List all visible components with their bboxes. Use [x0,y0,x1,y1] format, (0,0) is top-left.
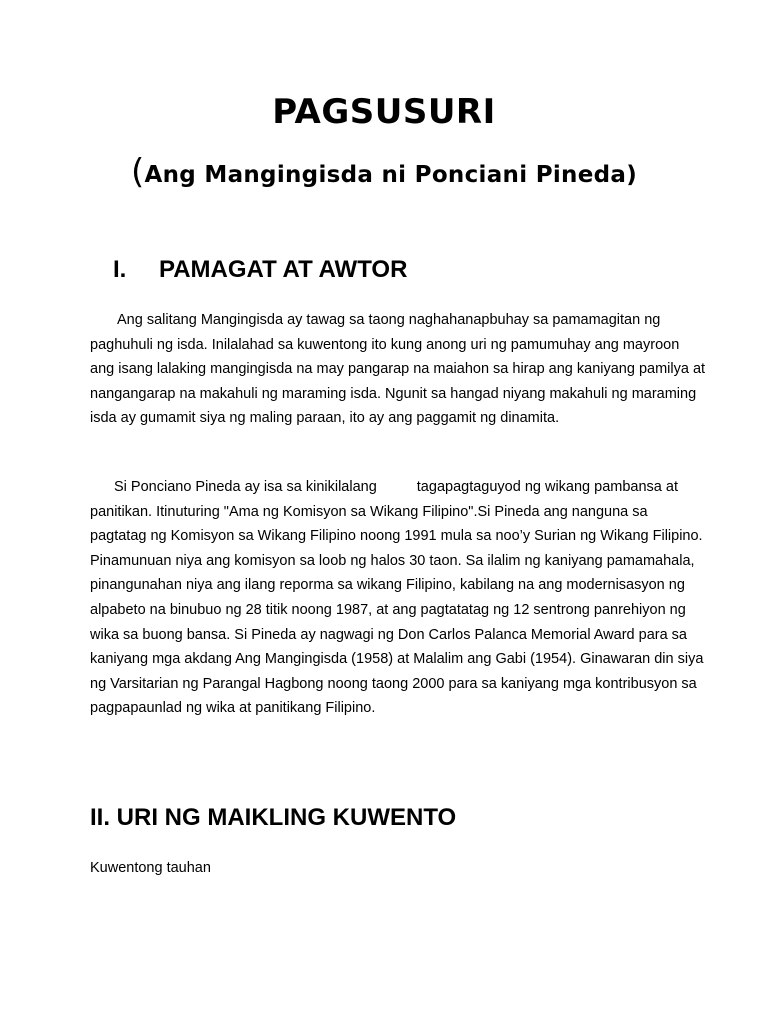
paragraph-2-line: panitikan. Itinuturing "Ama ng Komisyon sa Wikang Filipino".Si Pineda ang nanguna sa [90,503,648,520]
paragraph-1-line: nangangarap na makahuli ng maraming isda. Ngunit sa hangad niyang makahuli ng maraming [90,385,697,402]
paragraph-1-line: Ang salitang Mangingisda ay tawag sa taong naghahanapbuhay sa pamamagitan ng [117,312,661,328]
document-title: PAGSUSURI [272,92,496,132]
paragraph-2-line: pagpapaunlad ng wika at panitikang Filipino. [90,700,376,717]
paragraph-1-line: ang isang lalaking mangingisda na may pangarap na maiahon sa hirap ang kaniyang pamilya at [90,361,706,378]
section-1-title: PAMAGAT AT AWTOR [159,256,408,283]
paragraph-2-first-line [90,475,690,500]
paragraph-2-line: pagtatag ng Komisyon sa Wikang Filipino noong 1991 mula sa noo’y Surian ng Wikang Filipino. [90,528,703,545]
paragraph-2 [90,475,704,721]
document-subtitle [0,152,768,192]
paragraph-2-line: alpabeto na binubuo ng 28 titik noong 1987, at ang pagtatatag ng 12 sentrong panrehiyon ng [90,601,686,618]
paragraph-1-line: paghuhuli ng isda. Inilalahad sa kuwentong ito kung anong uri ng pamumuhay ang mayroon [90,336,680,353]
paragraph-2-line: pinangunahan niya ang ilang reporma sa wikang Filipino, kabilang na ang modernisasyon ng [90,577,685,594]
section-2-heading: II. URI NG MAIKLING KUWENTO [90,804,457,831]
paragraph-1-line: isda ay gumamit siya ng maling paraan, ito ay ang paggamit ng dinamita. [90,410,560,427]
section-1-number: I. [113,256,127,283]
paragraph-2-line: ng Varsitarian ng Parangal Hagbong noong taong 2000 para sa kaniyang mga kontribusyon sa [90,675,697,692]
section-1-heading [113,256,407,284]
section-2-body: Kuwentong tauhan [90,860,211,876]
paragraph-2-first-line-a: Si Ponciano Pineda ay isa sa kinikilalang [114,479,377,495]
paragraph-2-line: kaniyang mga akdang Ang Mangingisda (1958) at Malalim ang Gabi (1954). Ginawaran din siya [90,651,704,668]
paragraph-1 [90,308,706,431]
paragraph-2-first-line-b: tagapagtaguyod ng wikang pambansa at [416,479,678,495]
subtitle-text: Ang Mangingisda ni Ponciani Pineda) [144,162,638,188]
subtitle-open-paren: ( [130,152,145,192]
paragraph-2-line: Pinamunuan niya ang komisyon sa loob ng halos 30 taon. Sa ilalim ng kaniyang pamamahala, [90,552,695,569]
paragraph-2-line: wika sa buong bansa. Si Pineda ay nagwagi ng Don Carlos Palanca Memorial Award para sa [90,626,687,643]
